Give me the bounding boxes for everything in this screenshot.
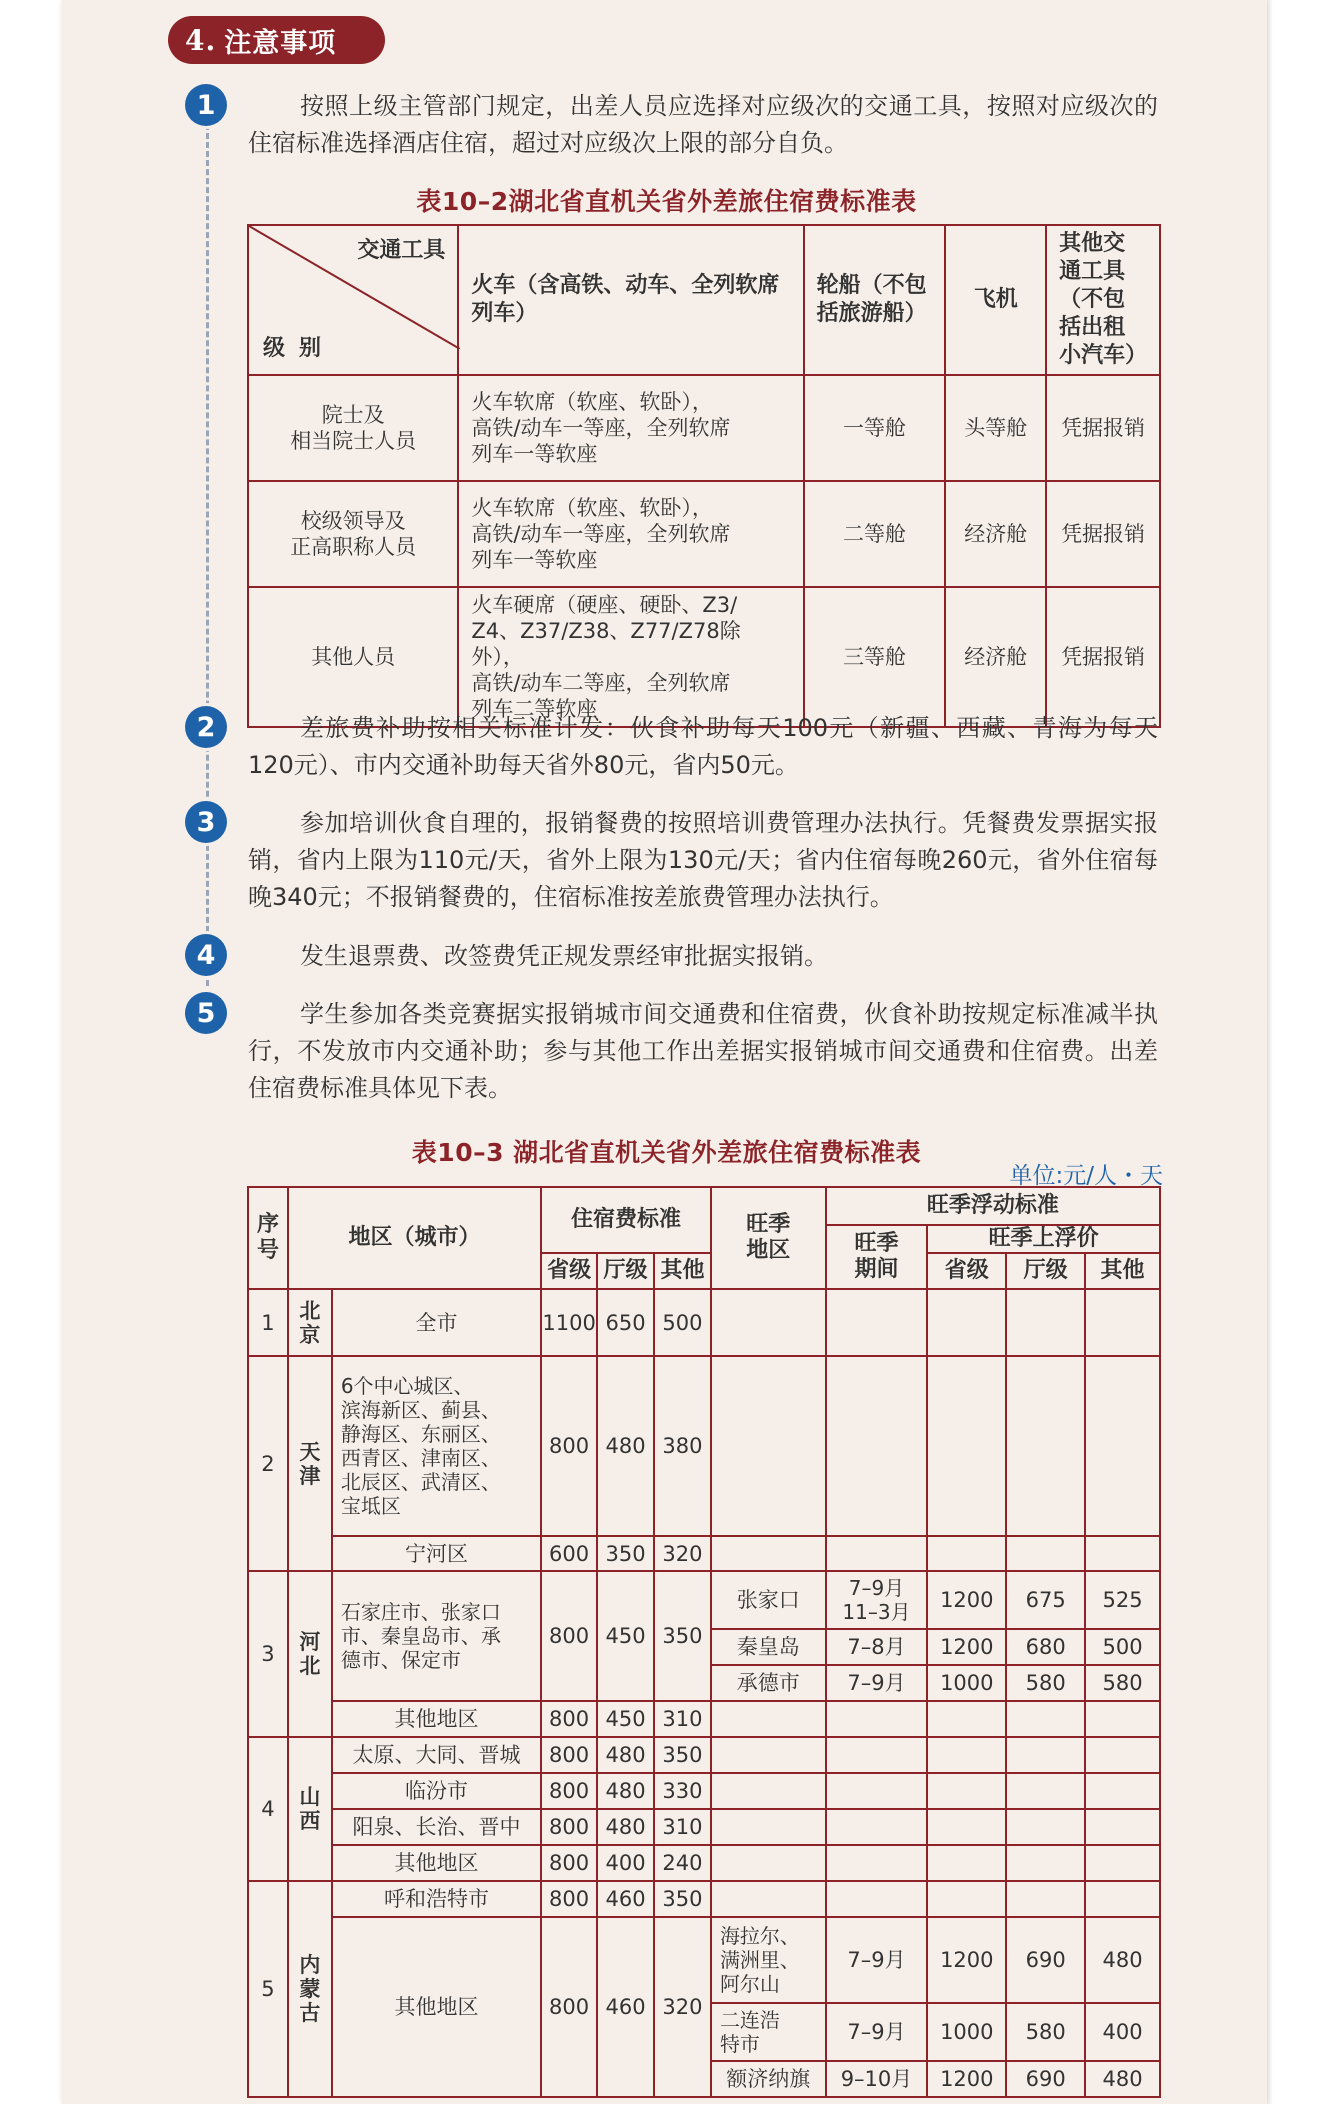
header-uplift-other: 其他 — [1085, 1253, 1160, 1289]
peak-dept: 580 — [1006, 2003, 1085, 2061]
peak-prov: 1200 — [927, 1571, 1006, 1629]
prov-cell: 1100 — [541, 1289, 597, 1356]
peak-area: 张家口 — [711, 1571, 826, 1629]
province-name: 内 蒙 古 — [288, 1881, 332, 2097]
peak-dept: 580 — [1006, 1665, 1085, 1701]
table2-caption: 表10–2湖北省直机关省外差旅住宿费标准表 — [416, 187, 917, 216]
item-4-badge: 4 — [185, 934, 227, 976]
peak-area: 承德市 — [711, 1665, 826, 1701]
table-row — [248, 1356, 1160, 1536]
section-number: 4. — [185, 23, 217, 57]
city-cell: 其他地区 — [332, 1701, 541, 1737]
row-no: 1 — [248, 1289, 288, 1356]
city-cell: 其他地区 — [332, 1845, 541, 1881]
peak-other: 480 — [1085, 1917, 1160, 2003]
item-2-badge: 2 — [185, 706, 227, 748]
other-cell: 310 — [654, 1809, 711, 1845]
prov-cell: 600 — [541, 1536, 597, 1571]
prov-cell: 800 — [541, 1917, 597, 2097]
peak-area: 秦皇岛 — [711, 1629, 826, 1665]
dept-cell: 460 — [597, 1881, 654, 1917]
other-cell: 330 — [654, 1773, 711, 1809]
prov-cell: 800 — [541, 1571, 597, 1701]
dept-cell: 480 — [597, 1356, 654, 1536]
train-cell: 火车软席（软座、软卧）， 高铁/动车一等座，全列软席 列车一等软座 — [458, 481, 803, 587]
table3-unit: 单位:元/人・天 — [1009, 1163, 1163, 1189]
table-row — [248, 1917, 1160, 2003]
header-peak-region: 旺季 地区 — [711, 1187, 826, 1289]
level-cell: 院士及 相当院士人员 — [248, 375, 458, 481]
item-3-text: 参加培训伙食自理的，报销餐费的按照培训费管理办法执行。凭餐费发票据实报销，省内上限为110元/天，省外上限为130元/天；省内住宿每晚260元，省外住宿每晚340元；不报销餐费的，住宿标准按差旅费管理办法执行。 — [248, 809, 1158, 911]
table-row — [248, 1289, 1160, 1356]
item-5-badge: 5 — [185, 992, 227, 1034]
dept-cell: 400 — [597, 1845, 654, 1881]
prov-cell: 800 — [541, 1845, 597, 1881]
peak-prov: 1000 — [927, 1665, 1006, 1701]
peak-period: 7–9月 — [826, 1917, 928, 2003]
city-cell: 6个中心城区、 滨海新区、蓟县、 静海区、东丽区、 西青区、津南区、 北辰区、武清区、 宝坻区 — [332, 1356, 541, 1536]
dept-cell: 480 — [597, 1773, 654, 1809]
train-cell: 火车硬席（硬座、硬卧、Z3/ Z4、Z37/Z38、Z77/Z78除外）， 高铁/动车二等座，全列软席 列车二等软座 — [458, 587, 803, 727]
prov-cell: 800 — [541, 1737, 597, 1773]
peak-dept: 690 — [1006, 2061, 1085, 2097]
peak-other: 480 — [1085, 2061, 1160, 2097]
row-no: 4 — [248, 1737, 288, 1881]
table-row — [248, 1809, 1160, 1845]
peak-area: 二连浩 特市 — [711, 2003, 826, 2061]
header-ship: 轮船（不包括旅游船） — [804, 225, 946, 375]
other-cell: 320 — [654, 1536, 711, 1571]
item-4-text: 发生退票费、改签费凭正规发票经审批据实报销。 — [300, 942, 828, 970]
ship-cell: 二等舱 — [804, 481, 946, 587]
section-title: 注意事项 — [224, 27, 337, 59]
table-row — [248, 1737, 1160, 1773]
prov-cell: 800 — [541, 1701, 597, 1737]
item-1-text: 按照上级主管部门规定，出差人员应选择对应级次的交通工具，按照对应级次的住宿标准选择酒店住宿，超过对应级次上限的部分自负。 — [248, 92, 1158, 157]
peak-prov: 1200 — [927, 2061, 1006, 2097]
dept-cell: 450 — [597, 1701, 654, 1737]
table-10-3 — [247, 1186, 1161, 2098]
province-name: 河 北 — [288, 1571, 332, 1737]
dept-cell: 350 — [597, 1536, 654, 1571]
prov-cell: 800 — [541, 1881, 597, 1917]
other-cell: 310 — [654, 1701, 711, 1737]
peak-other: 400 — [1085, 2003, 1160, 2061]
prov-cell: 800 — [541, 1356, 597, 1536]
item-2-text: 差旅费补助按相关标准计发：伙食补助每天100元（新疆、西藏、青海为每天120元）、市内交通补助每天省外80元，省内50元。 — [248, 714, 1158, 779]
header-other: 其他 — [654, 1253, 711, 1289]
header-uplift: 旺季上浮价 — [927, 1225, 1160, 1253]
header-plane: 飞机 — [945, 225, 1046, 375]
peak-dept: 690 — [1006, 1917, 1085, 2003]
item-5-text: 学生参加各类竞赛据实报销城市间交通费和住宿费，伙食补助按规定标准减半执行，不发放市内交通补助；参与其他工作出差据实报销城市间交通费和住宿费。出差住宿费标准具体见下表。 — [248, 1000, 1158, 1102]
row-no: 5 — [248, 1881, 288, 2097]
table-row — [248, 1773, 1160, 1809]
header-prov: 省级 — [541, 1253, 597, 1289]
table-row — [248, 587, 1160, 727]
table-row — [248, 375, 1160, 481]
peak-prov: 1000 — [927, 2003, 1006, 2061]
peak-dept: 675 — [1006, 1571, 1085, 1629]
table-row — [248, 1881, 1160, 1917]
header-float: 旺季浮动标准 — [826, 1187, 1160, 1225]
dept-cell: 450 — [597, 1571, 654, 1701]
ship-cell: 三等舱 — [804, 587, 946, 727]
city-cell: 宁河区 — [332, 1536, 541, 1571]
peak-other: 500 — [1085, 1629, 1160, 1665]
province-name: 天 津 — [288, 1356, 332, 1571]
table-row — [248, 481, 1160, 587]
peak-period: 7–9月 — [826, 1665, 928, 1701]
peak-other: 580 — [1085, 1665, 1160, 1701]
header-uplift-prov: 省级 — [927, 1253, 1006, 1289]
dept-cell: 650 — [597, 1289, 654, 1356]
table-row — [248, 1701, 1160, 1737]
corner-top-label: 交通工具 — [357, 238, 446, 263]
header-uplift-dept: 厅级 — [1006, 1253, 1085, 1289]
timeline-line — [206, 106, 209, 986]
city-cell: 临汾市 — [332, 1773, 541, 1809]
city-cell: 呼和浩特市 — [332, 1881, 541, 1917]
level-cell: 其他人员 — [248, 587, 458, 727]
other-cell: 凭据报销 — [1046, 587, 1160, 727]
peak-area: 海拉尔、 满洲里、 阿尔山 — [711, 1917, 826, 2003]
peak-period: 7–9月 — [826, 2003, 928, 2061]
train-cell: 火车软席（软座、软卧）， 高铁/动车一等座，全列软席 列车一等软座 — [458, 375, 803, 481]
item-1-badge: 1 — [185, 84, 227, 126]
peak-dept: 680 — [1006, 1629, 1085, 1665]
other-cell: 500 — [654, 1289, 711, 1356]
corner-bottom-label: 级别 — [263, 336, 336, 361]
corner-cell — [248, 225, 458, 375]
peak-period: 7–8月 — [826, 1629, 928, 1665]
city-cell: 石家庄市、张家口 市、秦皇岛市、承 德市、保定市 — [332, 1571, 541, 1701]
city-cell: 其他地区 — [332, 1917, 541, 2097]
level-cell: 校级领导及 正高职称人员 — [248, 481, 458, 587]
city-cell: 全市 — [332, 1289, 541, 1356]
plane-cell: 经济舱 — [945, 587, 1046, 727]
table-10-2 — [247, 224, 1161, 728]
table-row — [248, 1571, 1160, 1629]
header-train: 火车（含高铁、动车、全列软席列车） — [458, 225, 803, 375]
row-no: 3 — [248, 1571, 288, 1737]
plane-cell: 头等舱 — [945, 375, 1046, 481]
item-3-badge: 3 — [185, 801, 227, 843]
header-region: 地区（城市） — [288, 1187, 541, 1289]
section-heading — [168, 16, 385, 64]
table3-caption: 表10–3 湖北省直机关省外差旅住宿费标准表 — [411, 1138, 922, 1167]
dept-cell: 480 — [597, 1809, 654, 1845]
header-no: 序 号 — [248, 1187, 288, 1289]
prov-cell: 800 — [541, 1773, 597, 1809]
plane-cell: 经济舱 — [945, 481, 1046, 587]
header-dept: 厅级 — [597, 1253, 654, 1289]
row-no: 2 — [248, 1356, 288, 1571]
dept-cell: 460 — [597, 1917, 654, 2097]
other-cell: 凭据报销 — [1046, 481, 1160, 587]
ship-cell: 一等舱 — [804, 375, 946, 481]
other-cell: 350 — [654, 1737, 711, 1773]
peak-period: 7–9月 11–3月 — [826, 1571, 928, 1629]
peak-period: 9–10月 — [826, 2061, 928, 2097]
other-cell: 380 — [654, 1356, 711, 1536]
table-row — [248, 1536, 1160, 1571]
peak-other: 525 — [1085, 1571, 1160, 1629]
province-name: 北 京 — [288, 1289, 332, 1356]
peak-prov: 1200 — [927, 1917, 1006, 2003]
prov-cell: 800 — [541, 1809, 597, 1845]
city-cell: 太原、大同、晋城 — [332, 1737, 541, 1773]
other-cell: 凭据报销 — [1046, 375, 1160, 481]
other-cell: 320 — [654, 1917, 711, 2097]
peak-area: 额济纳旗 — [711, 2061, 826, 2097]
other-cell: 350 — [654, 1881, 711, 1917]
city-cell: 阳泉、长治、晋中 — [332, 1809, 541, 1845]
header-standard: 住宿费标准 — [541, 1187, 711, 1253]
other-cell: 350 — [654, 1571, 711, 1701]
peak-prov: 1200 — [927, 1629, 1006, 1665]
table-row — [248, 1845, 1160, 1881]
province-name: 山 西 — [288, 1737, 332, 1881]
dept-cell: 480 — [597, 1737, 654, 1773]
header-period: 旺季 期间 — [826, 1225, 928, 1289]
other-cell: 240 — [654, 1845, 711, 1881]
header-other: 其他交通工具（不包括出租小汽车） — [1046, 225, 1160, 375]
